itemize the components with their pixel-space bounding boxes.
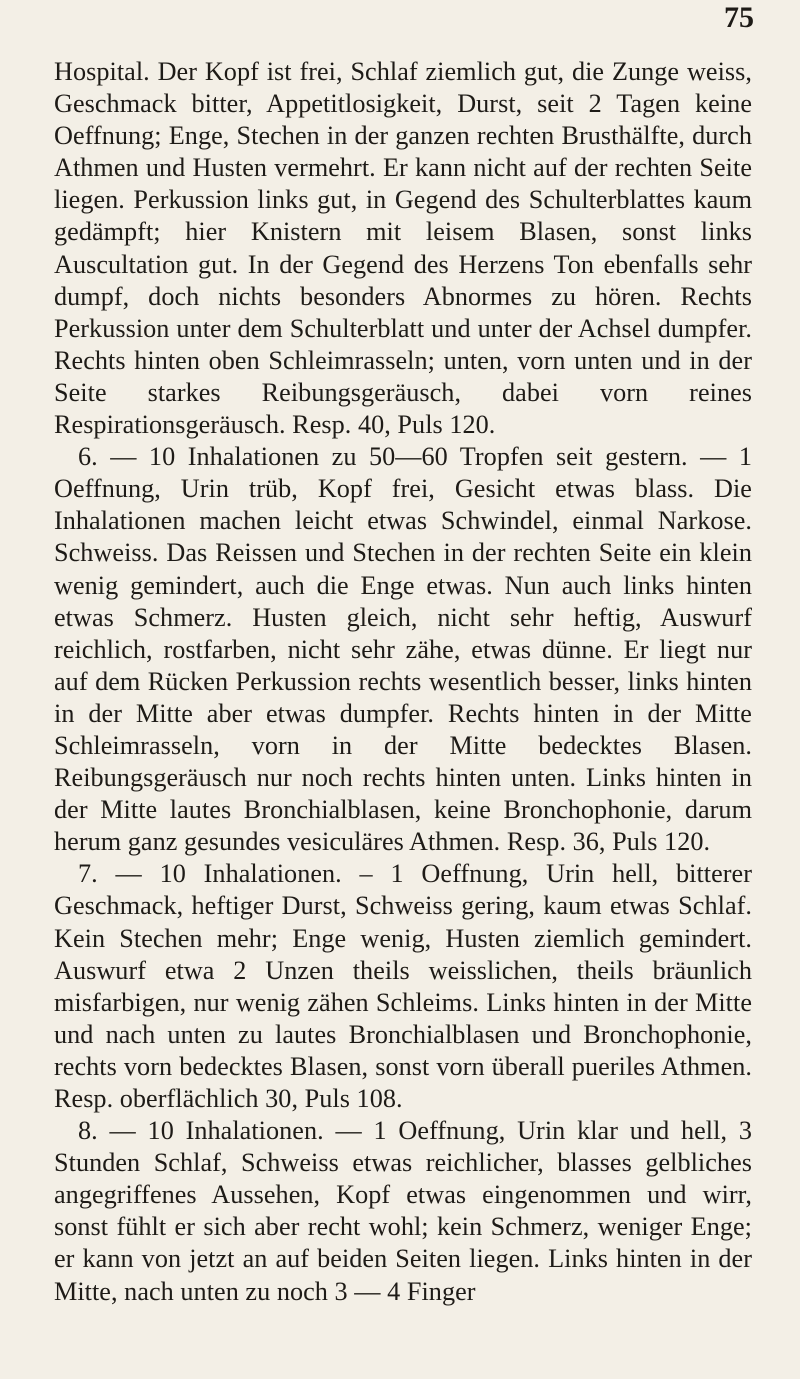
body-text: [54, 56, 752, 1308]
paragraph-day-7: 7. — 10 Inhalationen. – 1 Oeffnung, Urin hell, bitterer Geschmack, heftiger Durst, Schweiss gering, kaum etwas Schlaf. Kein Stechen mehr; Enge wenig, Husten ziemlich gemindert. Auswurf etwa 2 Unzen theils weisslichen, theils bräunlich misfarbigen, nur wenig zähen Schleims. Links hinten in der Mitte und nach unten zu lautes Bronchialblasen und Bronchophonie, rechts vorn bedecktes Blasen, sonst vorn überall pueriles Athmen. Resp. oberflächlich 30, Puls 108.: [54, 859, 752, 1113]
page-number: 75: [724, 1, 754, 34]
paragraph-day-6: 6. — 10 Inhalationen zu 50—60 Tropfen seit gestern. — 1 Oeffnung, Urin trüb, Kopf frei, Gesicht etwas blass. Die Inhalationen machen leicht etwas Schwindel, einmal Narkose. Schweiss. Das Reissen und Stechen in der rechten Seite ein klein wenig gemindert, auch die Enge etwas. Nun auch links hinten etwas Schmerz. Husten gleich, nicht sehr heftig, Auswurf reichlich, rostfarben, nicht sehr zähe, etwas dünne. Er liegt nur auf dem Rücken Perkussion rechts wesentlich besser, links hinten in der Mitte aber etwas dumpfer. Rechts hinten in der Mitte Schleimrasseln, vorn in der Mitte bedecktes Blasen. Reibungsgeräusch nur noch rechts hinten unten. Links hinten in der Mitte lautes Bronchialblasen, keine Bronchophonie, darum herum ganz gesundes vesiculäres Athmen. Resp. 36, Puls 120.: [54, 442, 752, 857]
paragraph-day-8: 8. — 10 Inhalationen. — 1 Oeffnung, Urin klar und hell, 3 Stunden Schlaf, Schweiss etwas reichlicher, blasses gelbliches angegriffenes Aussehen, Kopf etwas eingenommen und wirr, sonst fühlt er sich aber recht wohl; kein Schmerz, weniger Enge; er kann von jetzt an auf beiden Seiten liegen. Links hinten in der Mitte, nach unten zu noch 3 — 4 Finger: [54, 1116, 752, 1306]
paragraph-hospital: Hospital. Der Kopf ist frei, Schlaf ziemlich gut, die Zunge weiss, Geschmack bitter, Appetitlosigkeit, Durst, seit 2 Tagen keine Oeffnung; Enge, Stechen in der ganzen rechten Brusthälfte, durch Athmen und Husten vermehrt. Er kann nicht auf der rechten Seite liegen. Perkussion links gut, in Gegend des Schulterblattes kaum gedämpft; hier Knistern mit leisem Blasen, sonst links Auscultation gut. In der Gegend des Herzens Ton ebenfalls sehr dumpf, doch nichts besonders Abnormes zu hören. Rechts Perkussion unter dem Schulterblatt und unter der Achsel dumpfer. Rechts hinten oben Schleimrasseln; unten, vorn unten und in der Seite starkes Reibungsgeräusch, dabei vorn reines Respirationsgeräusch. Resp. 40, Puls 120.: [54, 57, 752, 440]
